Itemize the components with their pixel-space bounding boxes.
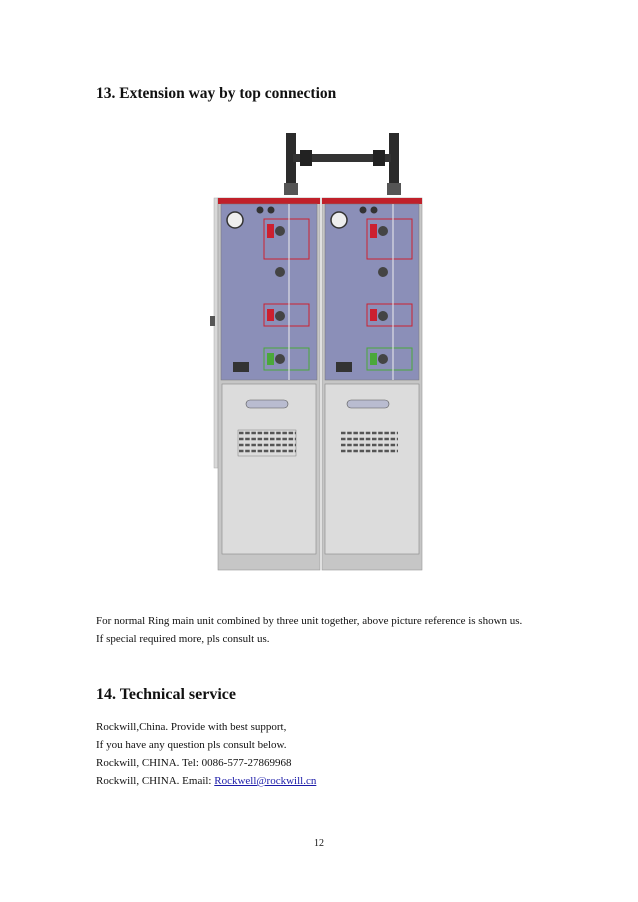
- section-13-heading: 13. Extension way by top connection: [96, 85, 337, 102]
- text-line: For normal Ring main unit combined by three unit together, above picture reference is shown us.: [96, 615, 523, 627]
- section-14-text: [96, 718, 316, 790]
- section-13-text: [96, 612, 522, 648]
- email-link[interactable]: Rockwell@rockwill.cn: [214, 775, 317, 787]
- pressure-gauge-icon: [331, 212, 347, 228]
- busbar-connection: [284, 133, 401, 195]
- left-unit: [218, 198, 320, 570]
- email-prefix: Rockwill, CHINA. Email:: [96, 775, 215, 787]
- section-14-heading: 14. Technical service: [96, 686, 236, 703]
- email-line: [96, 772, 316, 790]
- switchgear-figure: [205, 128, 435, 574]
- text-line: If you have any question pls consult below.: [96, 739, 287, 751]
- right-unit: [322, 198, 422, 570]
- text-line: If special required more, pls consult us.: [96, 633, 270, 645]
- text-line: Rockwill,China. Provide with best support,: [96, 721, 287, 733]
- text-line: Rockwill, CHINA. Tel: 0086-577-27869968: [96, 757, 292, 769]
- pressure-gauge-icon: [227, 212, 243, 228]
- page-number: 12: [314, 838, 324, 849]
